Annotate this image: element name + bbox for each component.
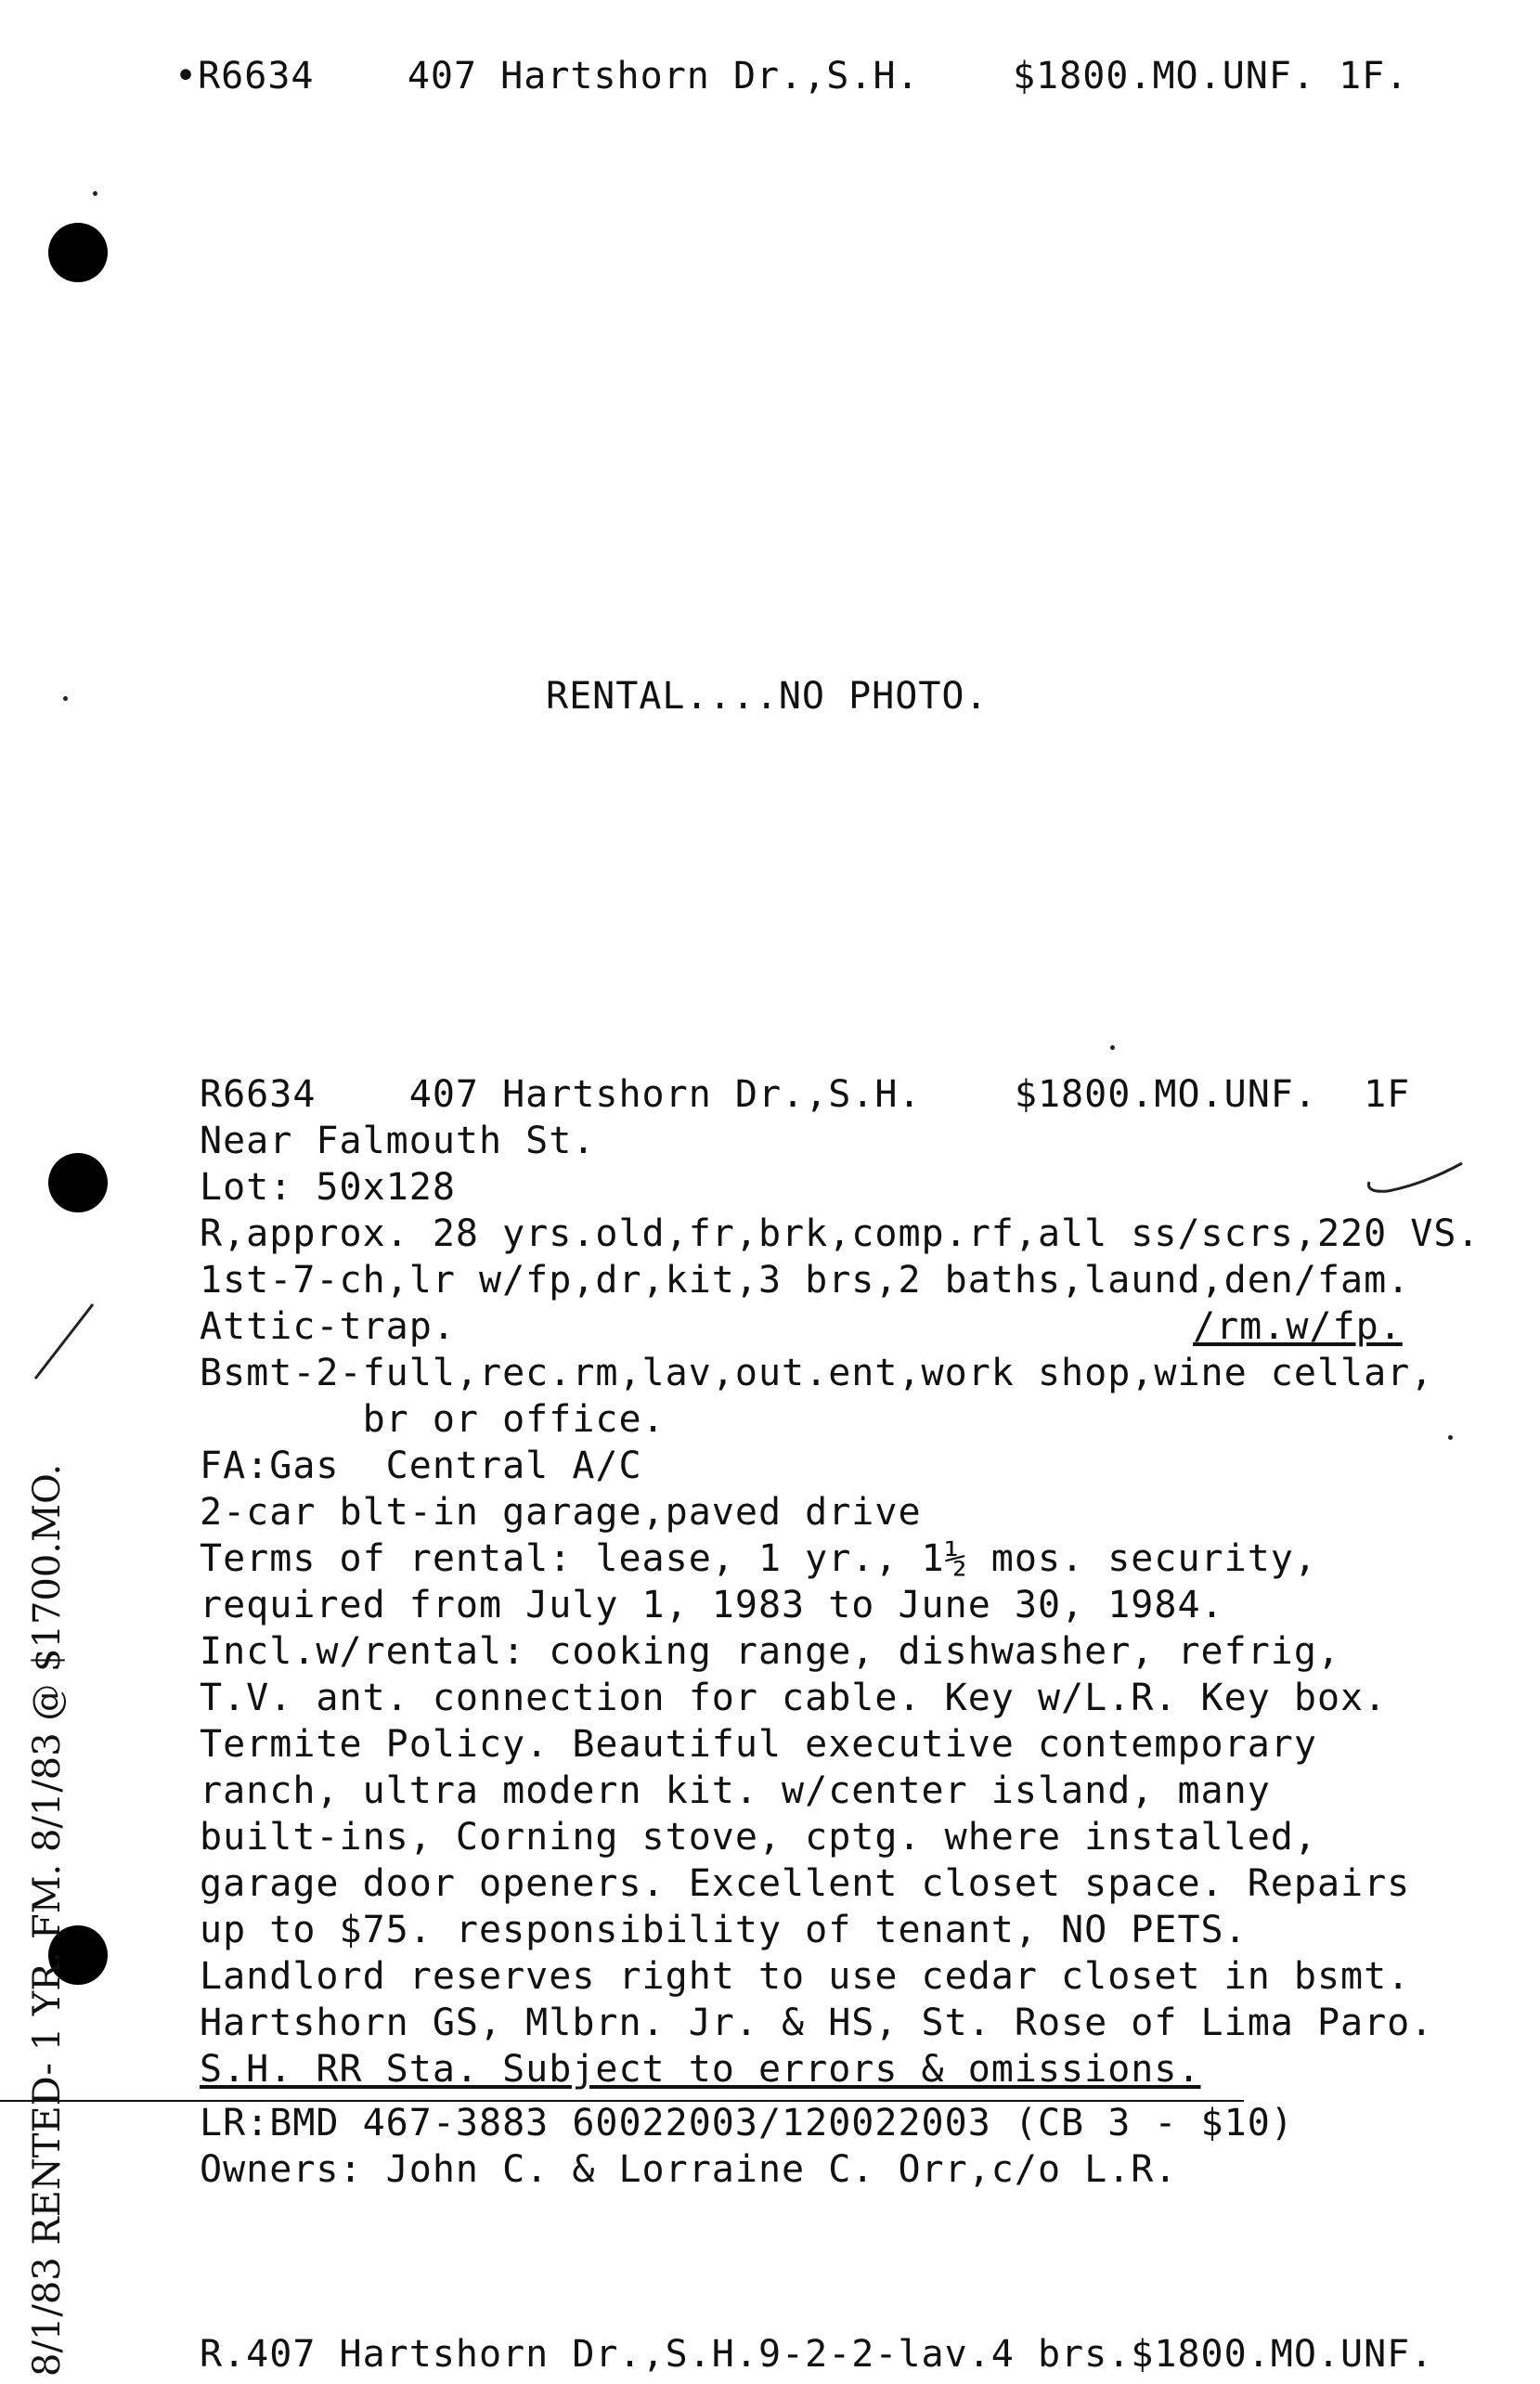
listing-line: LR:BMD 467-3883 60022003/120022003 (CB 3 - $10) bbox=[200, 2102, 1294, 2144]
listing-line: 2-car blt-in garage,paved drive bbox=[200, 1491, 922, 1534]
header-line: •R6634 407 Hartshorn Dr.,S.H. $1800.MO.UNF. 1F. bbox=[175, 55, 1409, 97]
listing-line: Lot: 50x128 bbox=[200, 1166, 456, 1209]
listing-line: Bsmt-2-full,rec.rm,lav,out.ent,work shop,wine cellar, bbox=[200, 1352, 1434, 1394]
listing-line: required from July 1, 1983 to June 30, 1984. bbox=[200, 1584, 1224, 1626]
listing-line: 1st-7-ch,lr w/fp,dr,kit,3 brs,2 baths,laund,den/fam. bbox=[200, 1259, 1411, 1302]
listing-line: Terms of rental: lease, 1 yr., 1½ mos. security, bbox=[200, 1537, 1317, 1580]
listing-line: Landlord reserves right to use cedar closet in bsmt. bbox=[200, 1955, 1411, 1998]
listing-line: Attic-trap. bbox=[200, 1305, 456, 1348]
listing-line: garage door openers. Excellent closet space. Repairs bbox=[200, 1862, 1411, 1905]
listing-title-line: R6634 407 Hartshorn Dr.,S.H. $1800.MO.UNF. 1F bbox=[200, 1073, 1411, 1116]
footer-line: R.407 Hartshorn Dr.,S.H.9-2-2-lav.4 brs.$1800.MO.UNF. bbox=[200, 2333, 1434, 2376]
listing-line: Incl.w/rental: cooking range, dishwasher, refrig, bbox=[200, 1630, 1341, 1673]
listing-line: Near Falmouth St. bbox=[200, 1120, 596, 1162]
listing-line: Termite Policy. Beautiful executive contemporary bbox=[200, 1723, 1317, 1766]
attic-addendum: /rm.w/fp. bbox=[1193, 1305, 1403, 1348]
listing-line: Owners: John C. & Lorraine C. Orr,c/o L.R. bbox=[200, 2148, 1178, 2191]
rented-side-note: 8/1/83 RENTED- 1 YR. FM. 8/1/83 @ $1700.MO. bbox=[26, 1463, 69, 2377]
listing-line: FA:Gas Central A/C bbox=[200, 1445, 642, 1487]
listing-line: Hartshorn GS, Mlbrn. Jr. & HS, St. Rose of Lima Paro. bbox=[200, 2002, 1434, 2044]
speck bbox=[1448, 1435, 1453, 1440]
punch-hole-top bbox=[48, 223, 108, 282]
listing-line: R,approx. 28 yrs.old,fr,brk,comp.rf,all ss/scrs,220 VS. bbox=[200, 1212, 1481, 1255]
listing-line: T.V. ant. connection for cable. Key w/L.R. Key box. bbox=[200, 1677, 1388, 1719]
speck bbox=[63, 696, 68, 701]
listing-line: ranch, ultra modern kit. w/center island, many bbox=[200, 1769, 1271, 1812]
listing-line: up to $75. responsibility of tenant, NO PETS. bbox=[200, 1909, 1248, 1951]
listing-line: built-ins, Corning stove, cptg. where installed, bbox=[200, 1816, 1317, 1859]
photo-note: RENTAL....NO PHOTO. bbox=[546, 675, 989, 718]
punch-hole-middle bbox=[48, 1153, 108, 1212]
listing-line: br or office. bbox=[200, 1398, 666, 1441]
speck bbox=[93, 191, 97, 196]
strike-mark-icon bbox=[28, 1300, 102, 1383]
speck bbox=[1110, 1045, 1115, 1050]
check-mark-icon bbox=[1360, 1156, 1471, 1202]
listing-line: S.H. RR Sta. Subject to errors & omissions. bbox=[200, 2048, 1201, 2091]
